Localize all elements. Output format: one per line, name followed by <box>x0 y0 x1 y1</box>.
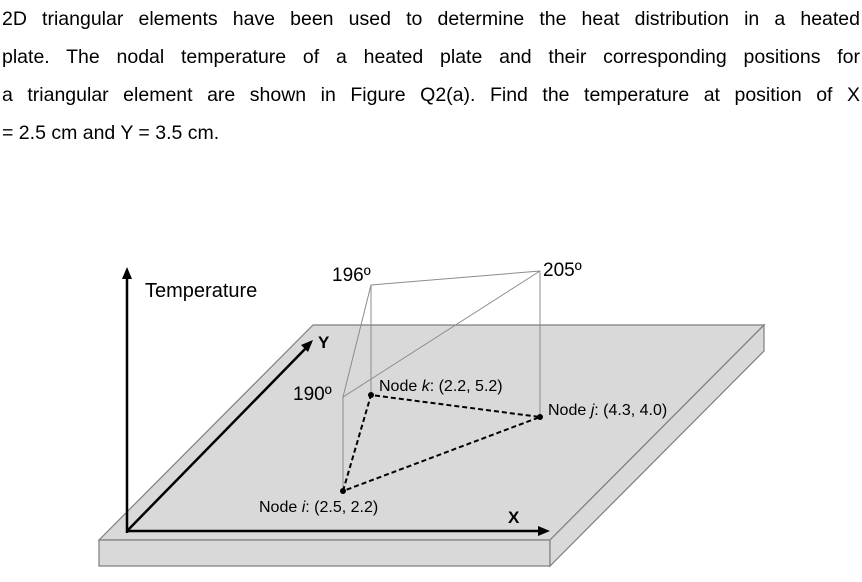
node-label-k-coords: : (2.2, 5.2) <box>429 378 503 395</box>
plate-front-face <box>99 540 550 566</box>
node-label-i-var: i <box>301 499 306 516</box>
node-k-point <box>368 392 374 398</box>
question-line-1: 2D triangular elements have been used to determine the heat distribution in a heated <box>2 8 860 30</box>
temp-label-node-j: 205º <box>543 260 582 281</box>
question-line-4: = 2.5 cm and Y = 3.5 cm. <box>2 122 220 144</box>
temperature-axis-label: Temperature <box>145 280 258 302</box>
node-label-k-prefix: Node <box>379 378 422 395</box>
node-label-i <box>259 499 378 516</box>
node-label-i-coords: : (2.5, 2.2) <box>305 499 379 516</box>
temp-label-node-i: 190º <box>293 384 332 405</box>
node-label-j <box>548 402 667 419</box>
y-axis-label: Y <box>318 333 330 352</box>
node-j-point <box>537 414 543 420</box>
x-axis-label: X <box>508 508 520 527</box>
question-line-3: a triangular element are shown in Figure Q2(a). Find the temperature at position of X <box>2 84 860 106</box>
node-label-k-var: k <box>421 378 430 395</box>
node-label-j-coords: : (4.3, 4.0) <box>594 402 668 419</box>
temp-label-node-k: 196º <box>332 265 371 286</box>
node-label-i-prefix: Node <box>259 499 302 516</box>
node-i-point <box>340 488 346 494</box>
temperature-axis-arrowhead <box>122 267 132 279</box>
node-label-k <box>379 378 503 395</box>
node-label-j-var: j <box>590 402 595 419</box>
question-line-2: plate. The nodal temperature of a heated plate and their corresponding positions for <box>2 46 860 68</box>
node-label-j-prefix: Node <box>548 402 591 419</box>
